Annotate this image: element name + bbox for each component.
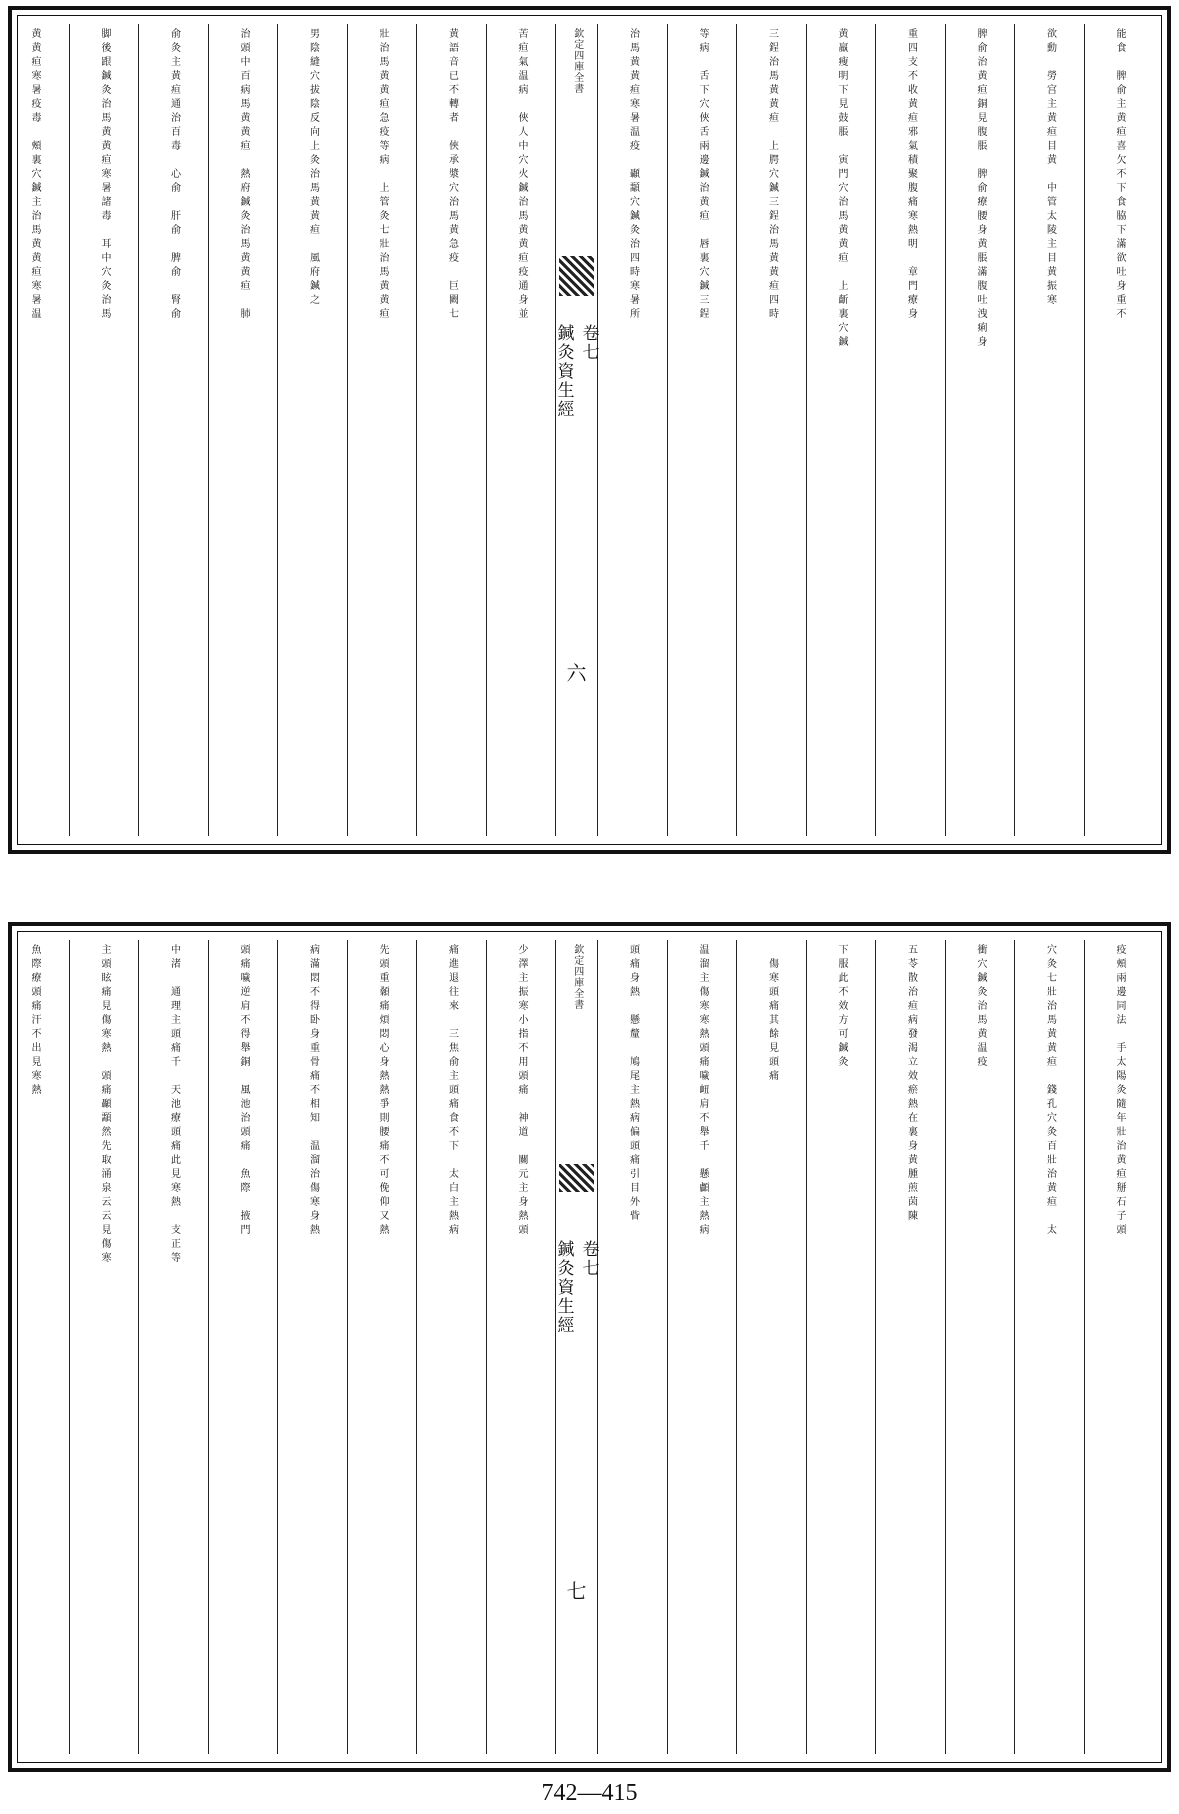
center-meta xyxy=(553,324,599,419)
column-text: 温溜主傷寒寒熱頭痛噦衄肩不舉千 懸顱主熱病 xyxy=(697,944,708,1238)
text-column xyxy=(945,940,1015,1754)
lower-page xyxy=(8,922,1171,1772)
text-column xyxy=(0,940,69,1754)
text-column xyxy=(347,24,417,836)
fish-tail-mark xyxy=(559,1164,594,1192)
column-text: 脾俞治黄疸銅見腹脹 脾俞療腰身黄脹滿腹吐洩痢身 xyxy=(975,28,986,350)
column-text: 黄語音已不轉者 俠承漿穴治馬黄急疫 巨闕七 xyxy=(446,28,458,322)
text-column xyxy=(208,940,278,1754)
column-text: 病滿悶不得卧身重骨痛不相知 温溜治傷寒身熱 xyxy=(307,944,319,1238)
column-text: 脚後跟鍼灸治馬黄黄疸寒暑諸毒 耳中穴灸治馬 xyxy=(99,28,110,322)
column-text: 頭痛噦逆肩不得舉銅 風池治頭痛 魚際 掖門 xyxy=(238,944,249,1238)
text-column xyxy=(138,940,208,1754)
column-text: 少澤主振寒小指不用頭痛 神道 關元主身熱頭 xyxy=(516,944,527,1238)
text-column xyxy=(945,24,1015,836)
text-column xyxy=(277,940,347,1754)
text-column xyxy=(416,24,486,836)
column-text: 男陰縫穴拔陰反向上灸治馬黄黄疸 風府鍼之 xyxy=(307,28,319,308)
leaf-number: 六 xyxy=(566,661,587,685)
text-column xyxy=(69,24,139,836)
upper-page-columns xyxy=(26,24,1153,836)
text-column xyxy=(806,24,876,836)
column-text: 傷寒頭痛其餘見頭痛 xyxy=(766,944,778,1084)
plate-number: 742—415 xyxy=(541,1780,638,1806)
column-text: 疫頰兩邊同法 手太陽灸隨年壯治黄疸掰石子頭 xyxy=(1114,944,1125,1238)
text-column xyxy=(208,24,278,836)
text-column xyxy=(736,940,806,1754)
text-column xyxy=(806,940,876,1754)
text-column xyxy=(667,940,737,1754)
book-title: 欽定四庫全書 xyxy=(571,944,583,1010)
book-name: 鍼灸資生經 xyxy=(553,1240,574,1335)
text-column xyxy=(347,940,417,1754)
column-text: 中渚 通理主頭痛千 天池療頭痛此見寒熱 支正等 xyxy=(168,944,180,1266)
column-text: 五苓散治疸病發渴立效瘀熱在裏身黄腫煎茵陳 xyxy=(905,944,917,1224)
column-text: 三鋥治馬黄黄疸 上腭穴鍼三鋥治馬黄黄疸四時 xyxy=(766,28,778,322)
column-text: 壯治馬黄黄疸急疫等病 上管灸七壯治馬黄黄疸 xyxy=(377,28,388,322)
volume-number: 卷七 xyxy=(578,324,599,362)
text-column xyxy=(0,24,69,836)
text-column xyxy=(875,24,945,836)
book-title: 欽定四庫全書 xyxy=(571,28,583,94)
column-text: 能食 脾俞主黄疸喜欠不下食脇下滿欲吐身重不 xyxy=(1114,28,1125,322)
column-text: 治馬黄黄疸寒暑温疫 顳顬穴鍼灸治四時寒暑所 xyxy=(627,28,639,322)
column-text: 重四支不收黄疸邪氣積聚腹痛寒熱明 章門療身 xyxy=(905,28,917,322)
column-text: 主頭眩痛見傷寒熱 頭痛顳顬然先取涌泉云云見傷寒 xyxy=(99,944,110,1266)
text-column xyxy=(597,940,667,1754)
column-text: 苦疸氣温病 俠人中穴火鍼治馬黄黄疸疫通身並 xyxy=(516,28,527,322)
column-text: 痛進退往來 三焦俞主頭痛食不下 太白主熱病 xyxy=(446,944,458,1238)
fold-center-strip xyxy=(555,940,597,1754)
text-column xyxy=(1014,24,1084,836)
column-text: 穴灸七壯治馬黄黄疸 錢孔穴灸百壯治黄疸 太 xyxy=(1044,944,1056,1238)
text-column xyxy=(416,940,486,1754)
text-column xyxy=(277,24,347,836)
column-text: 衝穴鍼灸治馬黄温疫 xyxy=(975,944,986,1070)
text-column xyxy=(486,940,556,1754)
fish-tail-mark xyxy=(559,256,594,296)
fold-center-strip xyxy=(555,24,597,836)
upper-page xyxy=(8,6,1171,854)
column-text: 黄黄疸寒暑疫毒 頰裏穴鍼主治馬黄黄疸寒暑温 xyxy=(29,28,40,322)
text-column xyxy=(1084,940,1154,1754)
text-column xyxy=(69,940,139,1754)
column-text: 治頭中百病馬黄黄疸 熱府鍼灸治馬黄黄疸 肺 xyxy=(238,28,249,322)
text-column xyxy=(875,940,945,1754)
volume-number: 卷七 xyxy=(578,1240,599,1278)
text-column xyxy=(138,24,208,836)
column-text: 等病 舌下穴俠舌兩邊鍼治黄疸 唇裏穴鍼三鋥 xyxy=(697,28,708,322)
text-column xyxy=(486,24,556,836)
column-text: 俞灸主黄疸通治百毒 心俞 肝俞 脾俞 腎俞 xyxy=(168,28,180,322)
book-name: 鍼灸資生經 xyxy=(553,324,574,419)
text-column xyxy=(597,24,667,836)
column-text: 欲動 勞宫主黄疸目黄 中管太陵主目黄振寒 xyxy=(1044,28,1056,308)
column-text: 魚際療頭痛汗不出見寒熱 xyxy=(29,944,40,1098)
column-text: 下服此不效方可鍼灸 xyxy=(836,944,847,1070)
column-text: 先頭重顙痛煩悶心身熱熱爭則腰痛不可俛仰又熱 xyxy=(377,944,388,1238)
column-text: 頭痛身熱 懸釐 鳩尾主熱病偏頭痛引目外眥 xyxy=(627,944,639,1224)
text-column xyxy=(736,24,806,836)
center-meta xyxy=(553,1240,599,1335)
text-column xyxy=(667,24,737,836)
leaf-number: 七 xyxy=(566,1579,587,1603)
text-column xyxy=(1084,24,1154,836)
text-column xyxy=(1014,940,1084,1754)
lower-page-columns xyxy=(26,940,1153,1754)
column-text: 黄羸瘦明下見鼓脹 寅門穴治馬黄黄疸 上齗裏穴鍼 xyxy=(836,28,847,350)
